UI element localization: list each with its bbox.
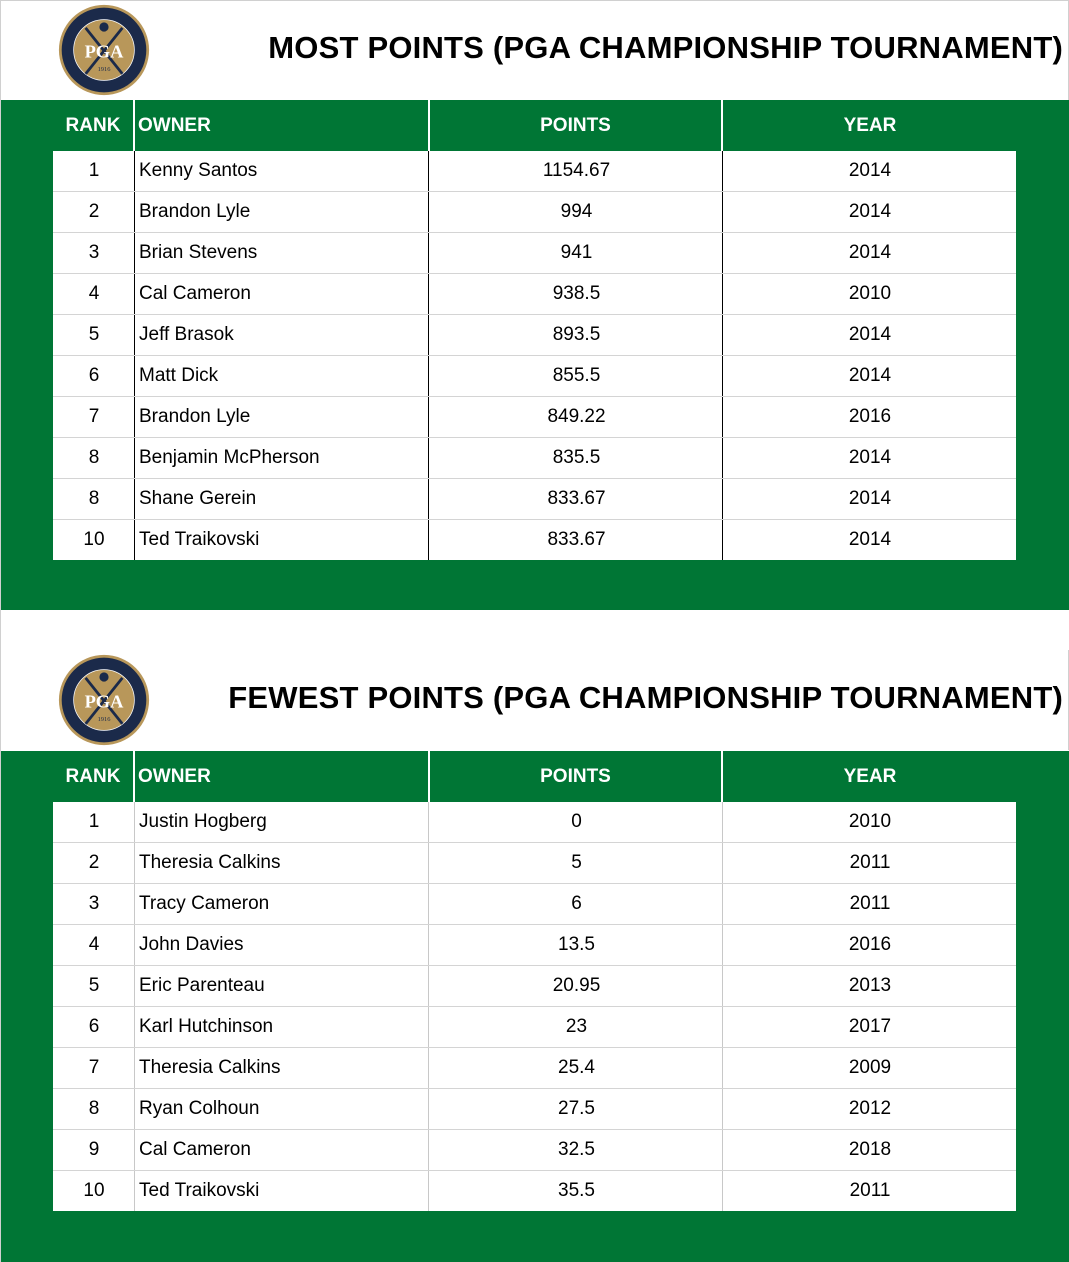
table-row [53, 479, 1016, 520]
year-cell: 2014 [848, 324, 892, 345]
table-row [53, 151, 1016, 192]
column-header-rank: RANK [65, 115, 121, 136]
rank-cell: 1 [88, 160, 100, 181]
section-banner [1, 0, 1069, 100]
points-cell: 32.5 [558, 1139, 595, 1160]
table-row [53, 1171, 1016, 1211]
rank-cell: 6 [88, 365, 100, 386]
owner-cell: John Davies [139, 934, 244, 955]
column-header-owner: OWNER [138, 766, 211, 787]
table-row [53, 1007, 1016, 1048]
owner-cell: Brandon Lyle [139, 201, 251, 222]
points-cell: 0 [571, 811, 582, 832]
owner-cell: Ryan Colhoun [139, 1098, 260, 1119]
table-row [53, 925, 1016, 966]
header-divider [133, 100, 135, 151]
owner-cell: Ted Traikovski [139, 529, 260, 550]
owner-cell: Brandon Lyle [139, 406, 251, 427]
year-cell: 2009 [848, 1057, 892, 1078]
points-cell: 893.5 [552, 324, 601, 345]
owner-cell: Theresia Calkins [139, 1057, 281, 1078]
most-points-section [1, 0, 1069, 610]
points-cell: 833.67 [547, 488, 606, 509]
owner-cell: Theresia Calkins [139, 852, 281, 873]
points-cell: 849.22 [547, 406, 606, 427]
table-row [53, 966, 1016, 1007]
column-header-points: POINTS [540, 115, 611, 136]
table-row [53, 1130, 1016, 1171]
year-cell: 2014 [848, 242, 892, 263]
owner-cell: Benjamin McPherson [139, 447, 320, 468]
owner-cell: Karl Hutchinson [139, 1016, 274, 1037]
column-header-points: POINTS [540, 766, 611, 787]
points-cell: 25.4 [558, 1057, 595, 1078]
pga-logo-icon [58, 654, 150, 746]
page-title: FEWEST POINTS (PGA CHAMPIONSHIP TOURNAMENT) [228, 680, 1063, 715]
rank-cell: 2 [88, 201, 100, 222]
column-header-owner: OWNER [138, 115, 211, 136]
points-cell: 1154.67 [542, 160, 611, 181]
header-divider [721, 751, 723, 802]
table-row [53, 520, 1016, 560]
points-cell: 23 [565, 1016, 588, 1037]
year-cell: 2014 [848, 529, 892, 550]
owner-cell: Cal Cameron [139, 1139, 251, 1160]
year-cell: 2014 [848, 201, 892, 222]
pga-logo-icon [58, 4, 150, 96]
table-row [53, 233, 1016, 274]
svg-text:PGA: PGA [84, 691, 124, 712]
rank-cell: 8 [88, 447, 100, 468]
rank-cell: 1 [88, 811, 100, 832]
points-cell: 835.5 [552, 447, 601, 468]
rank-cell: 7 [88, 406, 100, 427]
points-cell: 941 [560, 242, 593, 263]
year-cell: 2010 [848, 811, 892, 832]
points-cell: 938.5 [552, 283, 601, 304]
year-cell: 2010 [848, 283, 892, 304]
table-row [53, 438, 1016, 479]
year-cell: 2014 [848, 365, 892, 386]
rank-cell: 5 [88, 324, 100, 345]
year-cell: 2018 [848, 1139, 892, 1160]
points-cell: 994 [560, 201, 593, 222]
year-cell: 2012 [848, 1098, 892, 1119]
column-header-rank: RANK [65, 766, 121, 787]
svg-text:1916: 1916 [97, 66, 111, 74]
owner-cell: Brian Stevens [139, 242, 258, 263]
year-cell: 2013 [848, 975, 892, 996]
header-divider [133, 751, 135, 802]
owner-cell: Kenny Santos [139, 160, 258, 181]
year-cell: 2016 [848, 406, 892, 427]
owner-cell: Eric Parenteau [139, 975, 265, 996]
table-background [1, 751, 1069, 1262]
table-row [53, 192, 1016, 233]
table-row [53, 274, 1016, 315]
rank-cell: 7 [88, 1057, 100, 1078]
owner-cell: Shane Gerein [139, 488, 257, 509]
points-cell: 20.95 [552, 975, 601, 996]
most-points-table [53, 151, 1016, 560]
rank-cell: 4 [88, 283, 100, 304]
table-row [53, 1048, 1016, 1089]
page-title: MOST POINTS (PGA CHAMPIONSHIP TOURNAMENT) [268, 30, 1063, 65]
owner-cell: Justin Hogberg [139, 811, 267, 832]
year-cell: 2014 [848, 160, 892, 181]
year-cell: 2011 [849, 893, 891, 914]
rank-cell: 3 [88, 893, 100, 914]
points-cell: 5 [571, 852, 582, 873]
column-header-year: YEAR [843, 766, 897, 787]
rank-cell: 10 [83, 1180, 105, 1201]
points-cell: 27.5 [558, 1098, 595, 1119]
year-cell: 2011 [849, 852, 891, 873]
table-row [53, 1089, 1016, 1130]
owner-cell: Tracy Cameron [139, 893, 270, 914]
points-cell: 833.67 [547, 529, 606, 550]
rank-cell: 8 [88, 1098, 100, 1119]
year-cell: 2017 [848, 1016, 892, 1037]
year-cell: 2011 [849, 1180, 891, 1201]
year-cell: 2014 [848, 488, 892, 509]
table-row [53, 397, 1016, 438]
column-header-year: YEAR [843, 115, 897, 136]
points-cell: 13.5 [558, 934, 595, 955]
svg-text:PGA: PGA [84, 41, 124, 62]
table-row [53, 884, 1016, 925]
rank-cell: 8 [88, 488, 100, 509]
fewest-points-section [1, 650, 1069, 1262]
rank-cell: 5 [88, 975, 100, 996]
table-row [53, 802, 1016, 843]
rank-cell: 10 [83, 529, 105, 550]
owner-cell: Ted Traikovski [139, 1180, 260, 1201]
rank-cell: 3 [88, 242, 100, 263]
fewest-points-table [53, 802, 1016, 1211]
owner-cell: Matt Dick [139, 365, 219, 386]
year-cell: 2016 [848, 934, 892, 955]
table-row [53, 843, 1016, 884]
rank-cell: 9 [88, 1139, 100, 1160]
rank-cell: 4 [88, 934, 100, 955]
table-row [53, 315, 1016, 356]
table-row [53, 356, 1016, 397]
header-divider [721, 100, 723, 151]
points-cell: 855.5 [552, 365, 601, 386]
year-cell: 2014 [848, 447, 892, 468]
rank-cell: 2 [88, 852, 100, 873]
owner-cell: Jeff Brasok [139, 324, 234, 345]
points-cell: 35.5 [558, 1180, 595, 1201]
points-cell: 6 [571, 893, 582, 914]
owner-cell: Cal Cameron [139, 283, 251, 304]
table-background [1, 100, 1069, 610]
svg-text:1916: 1916 [97, 716, 111, 724]
rank-cell: 6 [88, 1016, 100, 1037]
section-banner [1, 650, 1069, 750]
